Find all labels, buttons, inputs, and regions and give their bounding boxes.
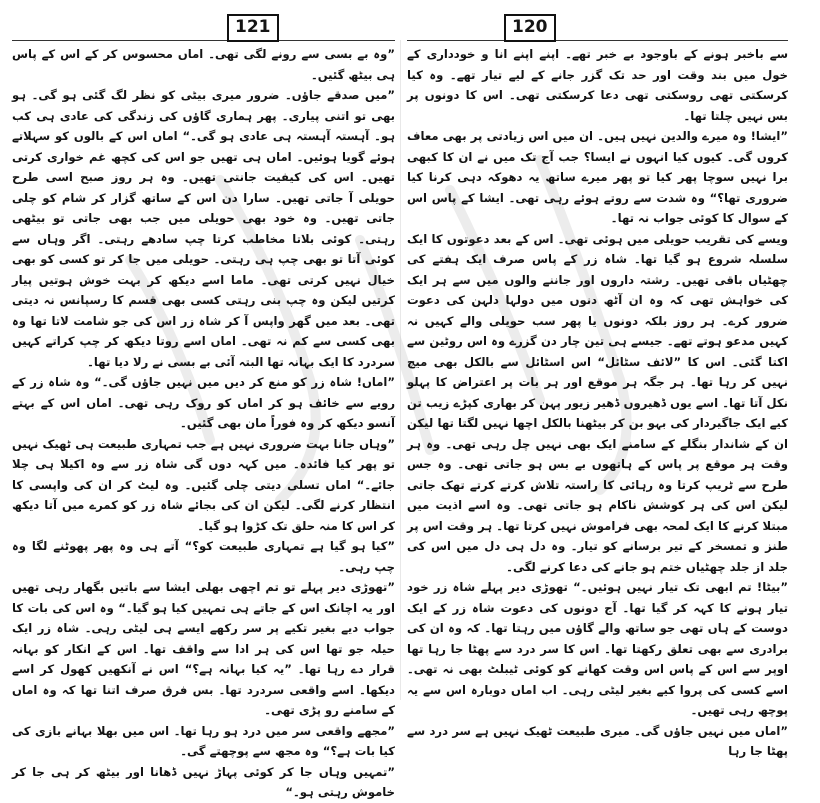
paragraph: ”وہ بے بسی سے رونے لگی تھی۔ اماں محسوس کر کے اس کے پاس ہی بیٹھ گئیں۔	[12, 47, 395, 82]
page-number-120: 120	[504, 14, 556, 42]
page-number-121: 121	[227, 14, 279, 42]
header-rule	[12, 40, 395, 41]
header-rule	[407, 40, 788, 41]
paragraph: ”تھوڑی دیر پہلے تو تم اچھی بھلی ایشا سے باتیں بگھار رہی تھیں اور یہ اچانک اس کے جاتے ہی تمہیں کیا ہو گیا۔“ وہ اس کی بات کا جواب دیے بغیر تکیے پر سر رکھے ایسے ہی لیٹی رہی۔ شاہ زر ایک حیلہ جو تھا اس کی ہر ادا سے واقف تھا۔ اس کے انکار کو بہانہ قرار دے رہا تھا۔ ”یہ کیا بہانہ ہے؟“ اس نے آنکھیں کھول کر اسے دیکھا۔ اسے واقعی سردرد تھا۔ بس فرق صرف اتنا تھا کہ وہ اماں کے سامنے رو پڑی تھی۔	[12, 580, 395, 717]
page-left	[12, 14, 395, 799]
paragraph: ”تمہیں وہاں جا کر کوئی پہاڑ نہیں ڈھانا اور بیٹھ کر ہی جا کر خاموش رہتی ہو۔“	[12, 764, 395, 799]
paragraph: ”کیا ہو گیا ہے تمہاری طبیعت کو؟“ آتے ہی وہ پھر پھوٹنے لگا وہ چپ رہی۔	[12, 539, 395, 574]
paragraph: ”اماں! شاہ زر کو منع کر دیں میں نہیں جاؤں گی۔“ وہ شاہ زر کے رویے سے خائف ہو کر اماں کو روک رہی تھی۔ اماں اس کے بہتے آنسو دیکھ کر وہ فوراً مان بھی گئیں۔	[12, 375, 395, 430]
paragraph: ”میں صدقے جاؤں۔ ضرور میری بیٹی کو نظر لگ گئی ہو گی۔ ہو بھی تو اتنی پیاری۔ پھر ہماری گاؤں کی زندگی کی عادی ہی کب ہو۔ آہستہ آہستہ ہی عادی ہو گی۔“ اماں اس کے بالوں کو سہلاتے ہوئے گویا ہوئیں۔ اماں ہی تھیں جو اس کی کچھ غم خواری کرتی تھیں۔ اس کی کیفیت جانتی تھیں۔ وہ ہر روز صبح اسی طرح حویلی آ جاتی تھیں۔ سارا دن اس کے ساتھ گزار کر شام کو چلی جاتی تھیں۔ وہ خود بھی حویلی میں جب بھی جاتی تو بیٹھی رہتی۔ کوئی بلاتا مخاطب کرتا چپ سادھے رہتی۔ اگر وہاں سے کوئی آتا تو بھی چپ ہی رہتی۔ حویلی میں جا کر تو کسی کو بھی خیال نہیں کرتی تھی۔ ماما اسے دیکھ کر بہت خوش ہوتیں پیار کرتیں لیکن وہ چپ بنی رہتی کسی بھی قسم کا رسپانس نہ دیتی تھی۔ بعد میں گھر واپس آ کر شاہ زر اس کی جو شامت لاتا تھا وہ بھی کسی سے کم نہ تھی۔ اماں اسے روتا دیکھ کر چپ کراتے کہیں سردرد کا ایک بہانہ تھا البتہ آئی بے بسی نے رلا دیا تھا۔	[12, 88, 395, 369]
page-left-text	[12, 44, 395, 799]
paragraph: ”مجھے واقعی سر میں درد ہو رہا تھا۔ اس میں بھلا بہانے بازی کی کیا بات ہے؟“ وہ مجھ سے پوچھتے گی۔	[12, 723, 395, 758]
paragraph: ”ایشا! وہ میرے والدین نہیں ہیں۔ ان میں اس زیادتی پر بھی معاف کروں گی۔ کیوں کیا انہوں نے ایسا؟ جب آج تک میں نے ان کا کبھی برا نہیں سوچا پھر کیا تو پھر میرے ساتھ یہ دھوکہ دہی کرنا کیا ضروری تھا؟“ وہ شدت سے روتے ہوئے رہی تھی۔ ایشا کے پاس اس کے سوال کا کوئی جواب نہ تھا۔	[407, 129, 788, 225]
paragraph: سے باخبر ہونے کے باوجود بے خبر تھے۔ اپنے اپنے انا و خودداری کے خول میں بند وقت اور حد تک گزر جانے کے لیے تیار تھے۔ وہ کیا کرسکتی تھی روسکتی تھی دعا کرسکتی تھی۔ اس کا دونوں پر بس نہیں چلتا تھا۔	[407, 47, 788, 123]
paragraph: ”اماں میں نہیں جاؤں گی۔ میری طبیعت ٹھیک نہیں ہے سر درد سے پھٹا جا رہا	[407, 723, 788, 758]
page-right	[407, 14, 788, 758]
paragraph: ”بیٹا! تم ابھی تک تیار نہیں ہوئیں۔“ تھوڑی دیر پہلے شاہ زر خود تیار ہونے کا کہہ کر گیا تھا۔ آج دونوں کی دعوت شاہ زر کے ایک دوست کے ہاں تھی جو ساتھ والے گاؤں میں رہتا تھا۔ کہ وہ ان کی برادری سے بھی تعلق رکھتا تھا۔ اس کا سر درد سے پھٹا جا رہا تھا اوپر سے اس کے پاس اس وقت کھانے کو کوئی ٹیبلٹ بھی نہ تھی۔ اسے کسی کی پروا کیے بغیر لیٹی رہی۔ اب اماں دوبارہ اس سے یہ پوچھ رہی تھیں۔	[407, 580, 788, 717]
page-right-text	[407, 44, 788, 758]
paragraph: ”وہاں جانا بہت ضروری نہیں ہے جب تمہاری طبیعت ہی ٹھیک نہیں تو پھر کیا فائدہ۔ میں کہہ دوں گی شاہ زر سے وہ اکیلا ہی چلا جائے۔“ اماں تسلی دیتی چلی گئیں۔ وہ لیٹ کر ان کی واپسی کا انتظار کرنے لگی۔ لیکن ان کی بجائے شاہ زر کو کمرے میں آتا دیکھ کر اس کا منہ حلق تک کڑوا ہو گیا۔	[12, 436, 395, 533]
paragraph: ویسے کی تقریب حویلی میں ہوئی تھی۔ اس کے بعد دعوتوں کا ایک سلسلہ شروع ہو گیا تھا۔ شاہ زر کے پاس صرف ایک ہفتے کی چھٹیاں باقی تھیں۔ رشتہ داروں اور جاننے والوں میں سے ہر ایک کی خواہش تھی کہ وہ ان آٹھ دنوں میں دولہا دلہن کی دعوت ضرور کرے۔ ہر روز بلکہ دونوں یا پھر سب حویلی والے کہیں نہ کہیں مدعو ہوتے تھے۔ جیسے ہی تین چار دن گزرے وہ اس روٹین سے اکتا گئی۔ اس کا ”لائف سٹائل“ اس اسٹائل سے بالکل بھی میچ نہیں کر رہا تھا۔ ہر جگہ ہر موقع اور ہر بات پر اعتراض کا پہلو نکل آتا تھا۔ اسے یوں ڈھیروں ڈھیر زیور پہن کر بھاری کپڑے زیب تن کیے ایک جاگیردار کی بہو بن کر بیٹھنا بالکل اچھا نہیں لگتا تھا لیکن ان کے شاندار بنگلے کے سامنے ایک بھی نہیں چل رہی تھی۔ وہ ہر وقت ہر موقع پر پاس کے ہاتھوں بے بس ہو جاتی تھی۔ وہ جس طرح سے ٹریپ کرتا وہ رہائی کا راستہ تلاش کرتے کرتے تھک جاتی لیکن اس کی ہر کوشش ناکام ہو جاتی تھی۔ وہ اسے اذیت میں مبتلا کرنے کا ایک لمحہ بھی فراموش نہیں کرتا تھا۔ ہر وقت اس پر طنز و تمسخر کے تیر برسانے کو تیار۔ وہ دل ہی دل میں اس کی جلد از جلد چھٹیاں ختم ہو جانے کی دعا کرنے لگی۔	[407, 231, 788, 574]
book-gutter	[400, 40, 401, 700]
